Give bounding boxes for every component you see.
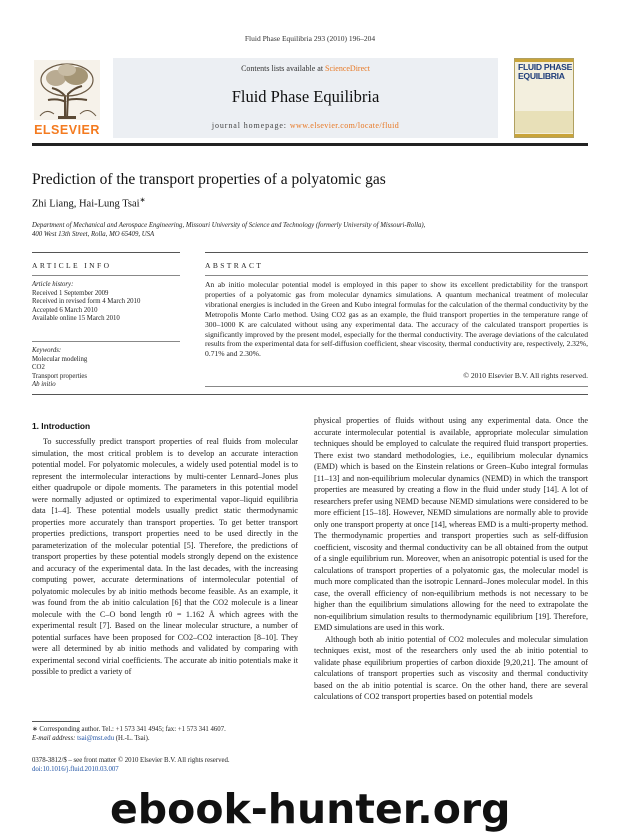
body-paragraph: physical properties of fluids without using any experimental data. Once the accurate intermolecular potential is available, appropriate molecular simulation techniques should be employed to calculate the required fluid transport properties. There exist two standard methodologies, i.e., equilibrium molecular dynamics (EMD) which is based on the Einstein relations or Green–Kubo integral formulas [11–13] and non-equilibrium molecular dynamics (NEMD) in which the transport properties are measured by creating a flow in the fluid under study [14]. A lot of researchers prefer using NEMD because NEMD simulations were considered to be more efficient [15–18]. However, NEMD simulations are normally able to provide only one transport property at once [14], whereas EMD is a multi-property method. The thermodynamic properties and transport properties such as self-diffusion coefficient, viscosity and thermal conductivity can be all obtained from the output of a single equilibrium run. Moreover, when an anisotropic potential is used for the calculations of transport properties of a polyatomic gas, the molecular model is much more complicated than the isotropic Lennard–Jones molecular model. In this case, the overall efficiency of non-equilibrium methods is not necessary to be higher than the equilibrium simulations allowing for the need to extrapolate the non-equilibrium simulation results to thermodynamic equilibrium [19]. Therefore, EMD simulations are used in this work.	[314, 416, 588, 632]
article-title: Prediction of the transport properties of a polyatomic gas	[32, 171, 386, 188]
issn-doi-block	[32, 757, 298, 775]
doi-link[interactable]: doi:10.1016/j.fluid.2010.03.007	[32, 765, 119, 773]
keyword-item: Transport properties	[32, 372, 88, 380]
sciencedirect-link[interactable]: ScienceDirect	[325, 64, 370, 73]
history-label: Article history:	[32, 281, 74, 288]
author-email-link[interactable]: tsai@mst.edu	[77, 734, 115, 742]
author-names: Zhi Liang, Hai-Lung Tsai	[32, 198, 140, 210]
divider	[32, 394, 588, 395]
homepage-prefix: journal homepage:	[211, 121, 290, 130]
issn-line: 0378-3812/$ – see front matter © 2010 Elsevier B.V. All rights reserved.	[32, 757, 230, 764]
header-rule	[32, 143, 588, 146]
section-heading-introduction: 1. Introduction	[32, 421, 91, 431]
footnote-rule	[32, 721, 80, 722]
abstract-text: An ab initio molecular potential model is employed in this paper to show its excellent predictability for the transport properties of a polyatomic gas from molecular dynamics simulations. A quantum mechanical treatment of molecular vibrational energies is included in the Green and Kubo integral formulas for the calculation of the thermal conductivity by the Metropolis Monte Carlo method. Using CO2 gas as an example, the fluid transport properties in the temperature range of 300–1000 K are calculated without using any experimental data. The accuracy of the calculated transport properties is significantly improved by the present model, especially for the thermal conductivity. The average deviations of the calculated results from the experimental data for self-diffusion coefficient, shear viscosity, thermal conductivity are, respectively, 2.32%, 0.71% and 2.30%.	[205, 280, 588, 359]
journal-homepage-line	[113, 121, 498, 130]
divider	[32, 341, 180, 342]
keywords-list	[32, 347, 180, 390]
affiliation-line: 400 West 13th Street, Rolla, MO 65409, USA	[32, 231, 155, 238]
copyright-notice: © 2010 Elsevier B.V. All rights reserved.	[463, 371, 588, 380]
author-affiliation	[32, 221, 552, 239]
contents-prefix: Contents lists available at	[241, 64, 326, 73]
keyword-item: Ab initio	[32, 381, 56, 388]
footnote-contact: ∗ Corresponding author. Tel.: +1 573 341 4945; fax: +1 573 341 4607.	[32, 726, 226, 733]
corresponding-author-footnote	[32, 726, 298, 744]
history-item: Received 1 September 2009	[32, 289, 109, 297]
divider	[32, 275, 180, 276]
body-paragraph: Although both ab initio potential of CO2 molecules and molecular simulation techniques exist, most of the researchers only used the ab initio potential to validate phase equilibrium properties of carbon dioxide [9,20,21]. The amount of calculations of transport properties such as viscosity and thermal conductivity based on the ab initio potential is scarce. On the other hand, there are several calculations of CO2 transport properties based on potential models	[314, 634, 588, 701]
keyword-item: Molecular modeling	[32, 355, 88, 363]
divider	[32, 252, 180, 253]
email-suffix: (H.-L. Tsai).	[114, 734, 150, 742]
elsevier-wordmark: ELSEVIER	[34, 123, 100, 137]
article-authors	[32, 196, 145, 210]
watermark-text: ebook-hunter.org	[110, 785, 511, 833]
contents-available-line	[113, 64, 498, 73]
body-paragraph: To successfully predict transport properties of real fluids from molecular simulation, the most critical problem is to develop an accurate interaction potential model. For polyatomic molecules, a widely used potential model is to represent the intermolecular interactions by multi-center Lennard–Jones plus either quadrupole or dipole moments. The parameters in this potential model were normally adjusted or optimized to experimental vapor–liquid equilibria data [1–4]. These potential models usually predict static thermodynamic properties more accurately than transport properties. To get better transport properties predictions, transport properties need to be used directly in the parameterization of the molecular potential [5]. Therefore, the predictions of transport properties by these potential models strongly depend on the existence and accuracy of the experimental data. In the last decades, with the increasing computing power, accurate determinations of intermolecular potential of polyatomic molecules by ab initio methods become feasible. As an example, it was found from the ab initio calculation [6] that the CO2 molecule is a linear molecule with the C–O bond length r0 = 1.162 Å which agrees with the experimental result [7]. Based on the linear molecular structure, a number of potential surfaces have been proposed for CO2–CO2 interaction [8–10]. They were all determined by ab initio methods and validated by comparing with experimental second virial coefficients. The accurate ab initio potentials make it possible to predict a variety of	[32, 437, 298, 676]
keywords-label: Keywords:	[32, 347, 62, 354]
affiliation-line: Department of Mechanical and Aerospace Engineering, Missouri University of Science and Technology (formerly University of Missouri-Rolla),	[32, 222, 426, 229]
history-item: Received in revised form 4 March 2010	[32, 298, 141, 305]
history-item: Available online 15 March 2010	[32, 315, 120, 322]
abstract-heading: ABSTRACT	[205, 261, 264, 270]
history-item: Accepted 6 March 2010	[32, 306, 98, 314]
article-history	[32, 281, 180, 324]
body-column-left	[32, 436, 298, 678]
body-column-right	[314, 415, 588, 703]
journal-reference: Fluid Phase Equilibria 293 (2010) 196–204	[244, 34, 376, 43]
corresponding-author-mark[interactable]: ∗	[139, 196, 146, 204]
journal-cover-thumbnail[interactable]	[514, 58, 574, 138]
divider	[205, 386, 588, 387]
journal-homepage-link[interactable]: www.elsevier.com/locate/fluid	[289, 121, 400, 130]
email-label: E-mail address:	[32, 734, 78, 742]
article-info-heading: ARTICLE INFO	[32, 261, 112, 270]
divider	[205, 252, 588, 253]
divider	[205, 275, 588, 276]
cover-title: FLUID PHASE EQUILIBRIA	[518, 62, 572, 81]
footnote-email-line	[32, 735, 298, 744]
journal-name: Fluid Phase Equilibria	[231, 87, 380, 106]
keyword-item: CO2	[32, 364, 45, 371]
